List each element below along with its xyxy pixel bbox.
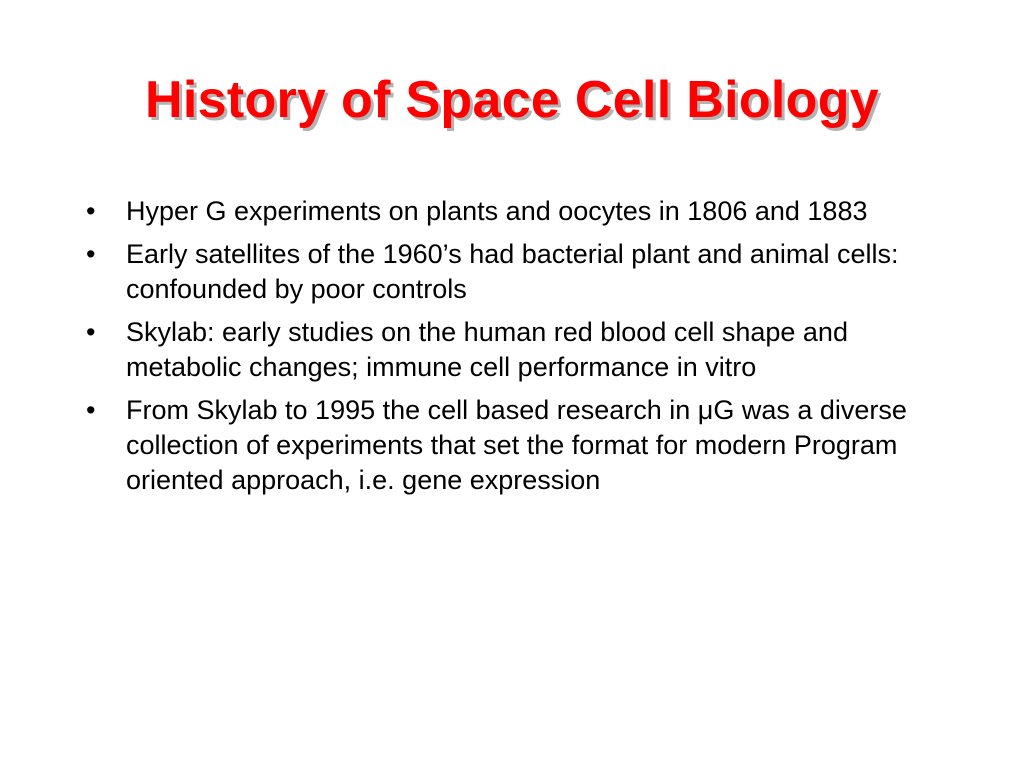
- bullet-item: [86, 315, 926, 385]
- bullet-item: [86, 237, 926, 307]
- bullet-text: Skylab: early studies on the human red blood cell shape and metabolic changes; immune cell performance in vitro: [126, 317, 848, 382]
- bullet-list: [86, 194, 926, 506]
- bullet-text: Hyper G experiments on plants and oocytes in 1806 and 1883: [126, 196, 868, 226]
- slide-title: History of Space Cell Biology: [145, 71, 879, 129]
- bullet-marker: •: [86, 395, 96, 425]
- bullet-text: From Skylab to 1995 the cell based research in μG was a diverse collection of experiments that set the format for modern Program oriented approach, i.e. gene expression: [126, 395, 907, 495]
- bullet-marker: •: [86, 196, 96, 226]
- bullet-marker: •: [86, 317, 96, 347]
- bullet-item: [86, 194, 926, 229]
- bullet-item: [86, 393, 926, 498]
- bullet-marker: •: [86, 239, 96, 269]
- bullet-text: Early satellites of the 1960’s had bacterial plant and animal cells: confounded by poor controls: [126, 239, 899, 304]
